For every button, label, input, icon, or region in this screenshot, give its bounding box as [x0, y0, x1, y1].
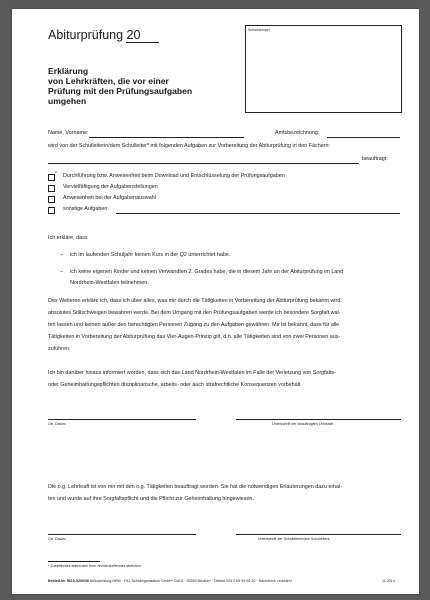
bullet-dash: –: [60, 252, 63, 258]
request-text: wird von der Schulleiterin/dem Schulleiter* mit folgenden Aufgaben zur Vorbereitung der Abiturprüfung in den Fächern:: [48, 143, 330, 149]
principal-signature-line[interactable]: [236, 534, 401, 535]
footnote-rule: [48, 561, 100, 562]
task-label: sonstige Aufgaben:: [63, 206, 109, 212]
paragraph-line: Ich bin darüber hinaus informiert worden, dass sich das Land Nordrhein-Westfalen im Falle der Verletzung von Sorgfalts-: [48, 370, 336, 376]
task-checkbox[interactable]: [48, 185, 55, 192]
place-date-label: Ort, Datum: [48, 537, 66, 541]
assigned-label: beauftragt:: [362, 156, 388, 162]
footnote-text: * Zutreffendes ankreuzen bzw. Nichtzutreffendes streichen: [48, 564, 141, 568]
other-tasks-field[interactable]: [116, 213, 400, 214]
bullet-dash: –: [60, 269, 63, 275]
heading-line: Prüfung mit den Prüfungsaufgaben: [48, 86, 193, 96]
paragraph-line: zuführen.: [48, 346, 71, 352]
paragraph-line: Des Weiteren erkläre ich, dass ich über alles, was mir durch die Tätigkeiten in Vorbereitung der Abiturprüfung bekannt wird,: [48, 298, 342, 304]
teacher-signature-line[interactable]: [236, 419, 401, 420]
footnote-star: *: [55, 171, 57, 177]
order-number: Bestell-Nr. 5610-0200/36: [48, 579, 89, 583]
task-checkbox[interactable]: [48, 196, 55, 203]
declaration-intro: Ich erkläre, dass: [48, 235, 88, 241]
stamp-label: Schulstempel: [248, 28, 270, 32]
paragraph-line: ten lassen und keinen außer den berechtigten Personen Zugang zu den Aufgaben gewähren. Mir ist bekannt, dass für alle: [48, 322, 340, 328]
paragraph-line: Tätigkeiten in Vorbereitung der Abiturprüfung das Vier-Augen-Prinzip gilt, d.h. alle Tätigkeiten sind von zwei Personen aus-: [48, 334, 341, 340]
publisher-info: Abiturprüfung NRW · F&L Schulorganisation GmbH+CoKG · 59269 Beckum · Telefon 025 21/9 99 09-10 · Nachdruck verboten!: [89, 579, 292, 583]
task-item[interactable]: [48, 205, 408, 217]
declaration-item: ich keine eigenen Kinder und keinen Verwandten 2. Grades habe, die in diesem Jahr an der Abiturprüfung im Land: [70, 269, 344, 275]
paragraph-line: ten und wurde auf ihre Sorgfaltspflicht und die Pflicht zur Geheimhaltung hingewiesen.: [48, 496, 254, 502]
job-title-field[interactable]: [327, 137, 400, 138]
place-date-label: Ort, Datum: [48, 422, 66, 426]
heading-line: von Lehrkräften, die vor einer: [48, 76, 169, 86]
footer-line: [48, 579, 292, 583]
name-label: Name, Vorname:: [48, 130, 89, 136]
declaration-item-continued: Nordrhein-Westfalen teilnehmen.: [70, 280, 149, 286]
subjects-field[interactable]: [48, 163, 359, 164]
paragraph-line: Die o.g. Lehrkraft ist von mir mit den o.g. Tätigkeiten beauftragt worden. Sie hat die notwendigen Erläuterungen dazu erhal-: [48, 484, 343, 490]
declaration-item: ich im laufenden Schuljahr keinen Kurs in der Q2 unterrichtet habe.: [70, 252, 231, 258]
form-title: Abiturprüfung 20: [48, 28, 141, 42]
teacher-signature-label: Unterschrift der beauftragten Lehrkraft: [272, 422, 333, 426]
place-date-line[interactable]: [48, 419, 196, 420]
paragraph-line: absolutes Stillschweigen bewahren werde. Bei dem Umgang mit den Prüfungsaufgaben werde ich besondere Sorgfalt wal-: [48, 310, 341, 316]
declaration-heading: [48, 66, 192, 106]
form-page: [12, 9, 419, 594]
principal-signature-label: Unterschrift der Schulleiterin/des Schulleiters: [258, 537, 330, 541]
task-checkbox[interactable]: [48, 207, 55, 214]
paragraph-line: oder Geheimhaltungspflichten disziplinarische, arbeits- oder auch strafrechtliche Konsequenzen vorbehält.: [48, 382, 302, 388]
school-stamp-box: [245, 25, 402, 113]
confidentiality-paragraph: [48, 295, 413, 355]
heading-line: umgehen: [48, 96, 87, 106]
name-field[interactable]: [89, 137, 244, 138]
task-label: Durchführung bzw. Anwesenheit beim Download und Entschlüsselung der Prüfungsaufgaben: [63, 173, 285, 179]
task-label: Vervielfältigung der Aufgabenstellungen: [63, 184, 158, 190]
place-date-line[interactable]: [48, 534, 196, 535]
confirmation-paragraph: [48, 481, 413, 505]
year-underline: [126, 42, 159, 43]
consequences-paragraph: [48, 367, 413, 391]
form-date: 11.2014: [382, 579, 395, 583]
task-label: Anwesenheit bei der Aufgabenauswahl: [63, 195, 156, 201]
heading-line: Erklärung: [48, 66, 89, 76]
task-checkbox[interactable]: [48, 174, 55, 181]
job-title-label: Amtsbezeichnung:: [275, 130, 320, 136]
